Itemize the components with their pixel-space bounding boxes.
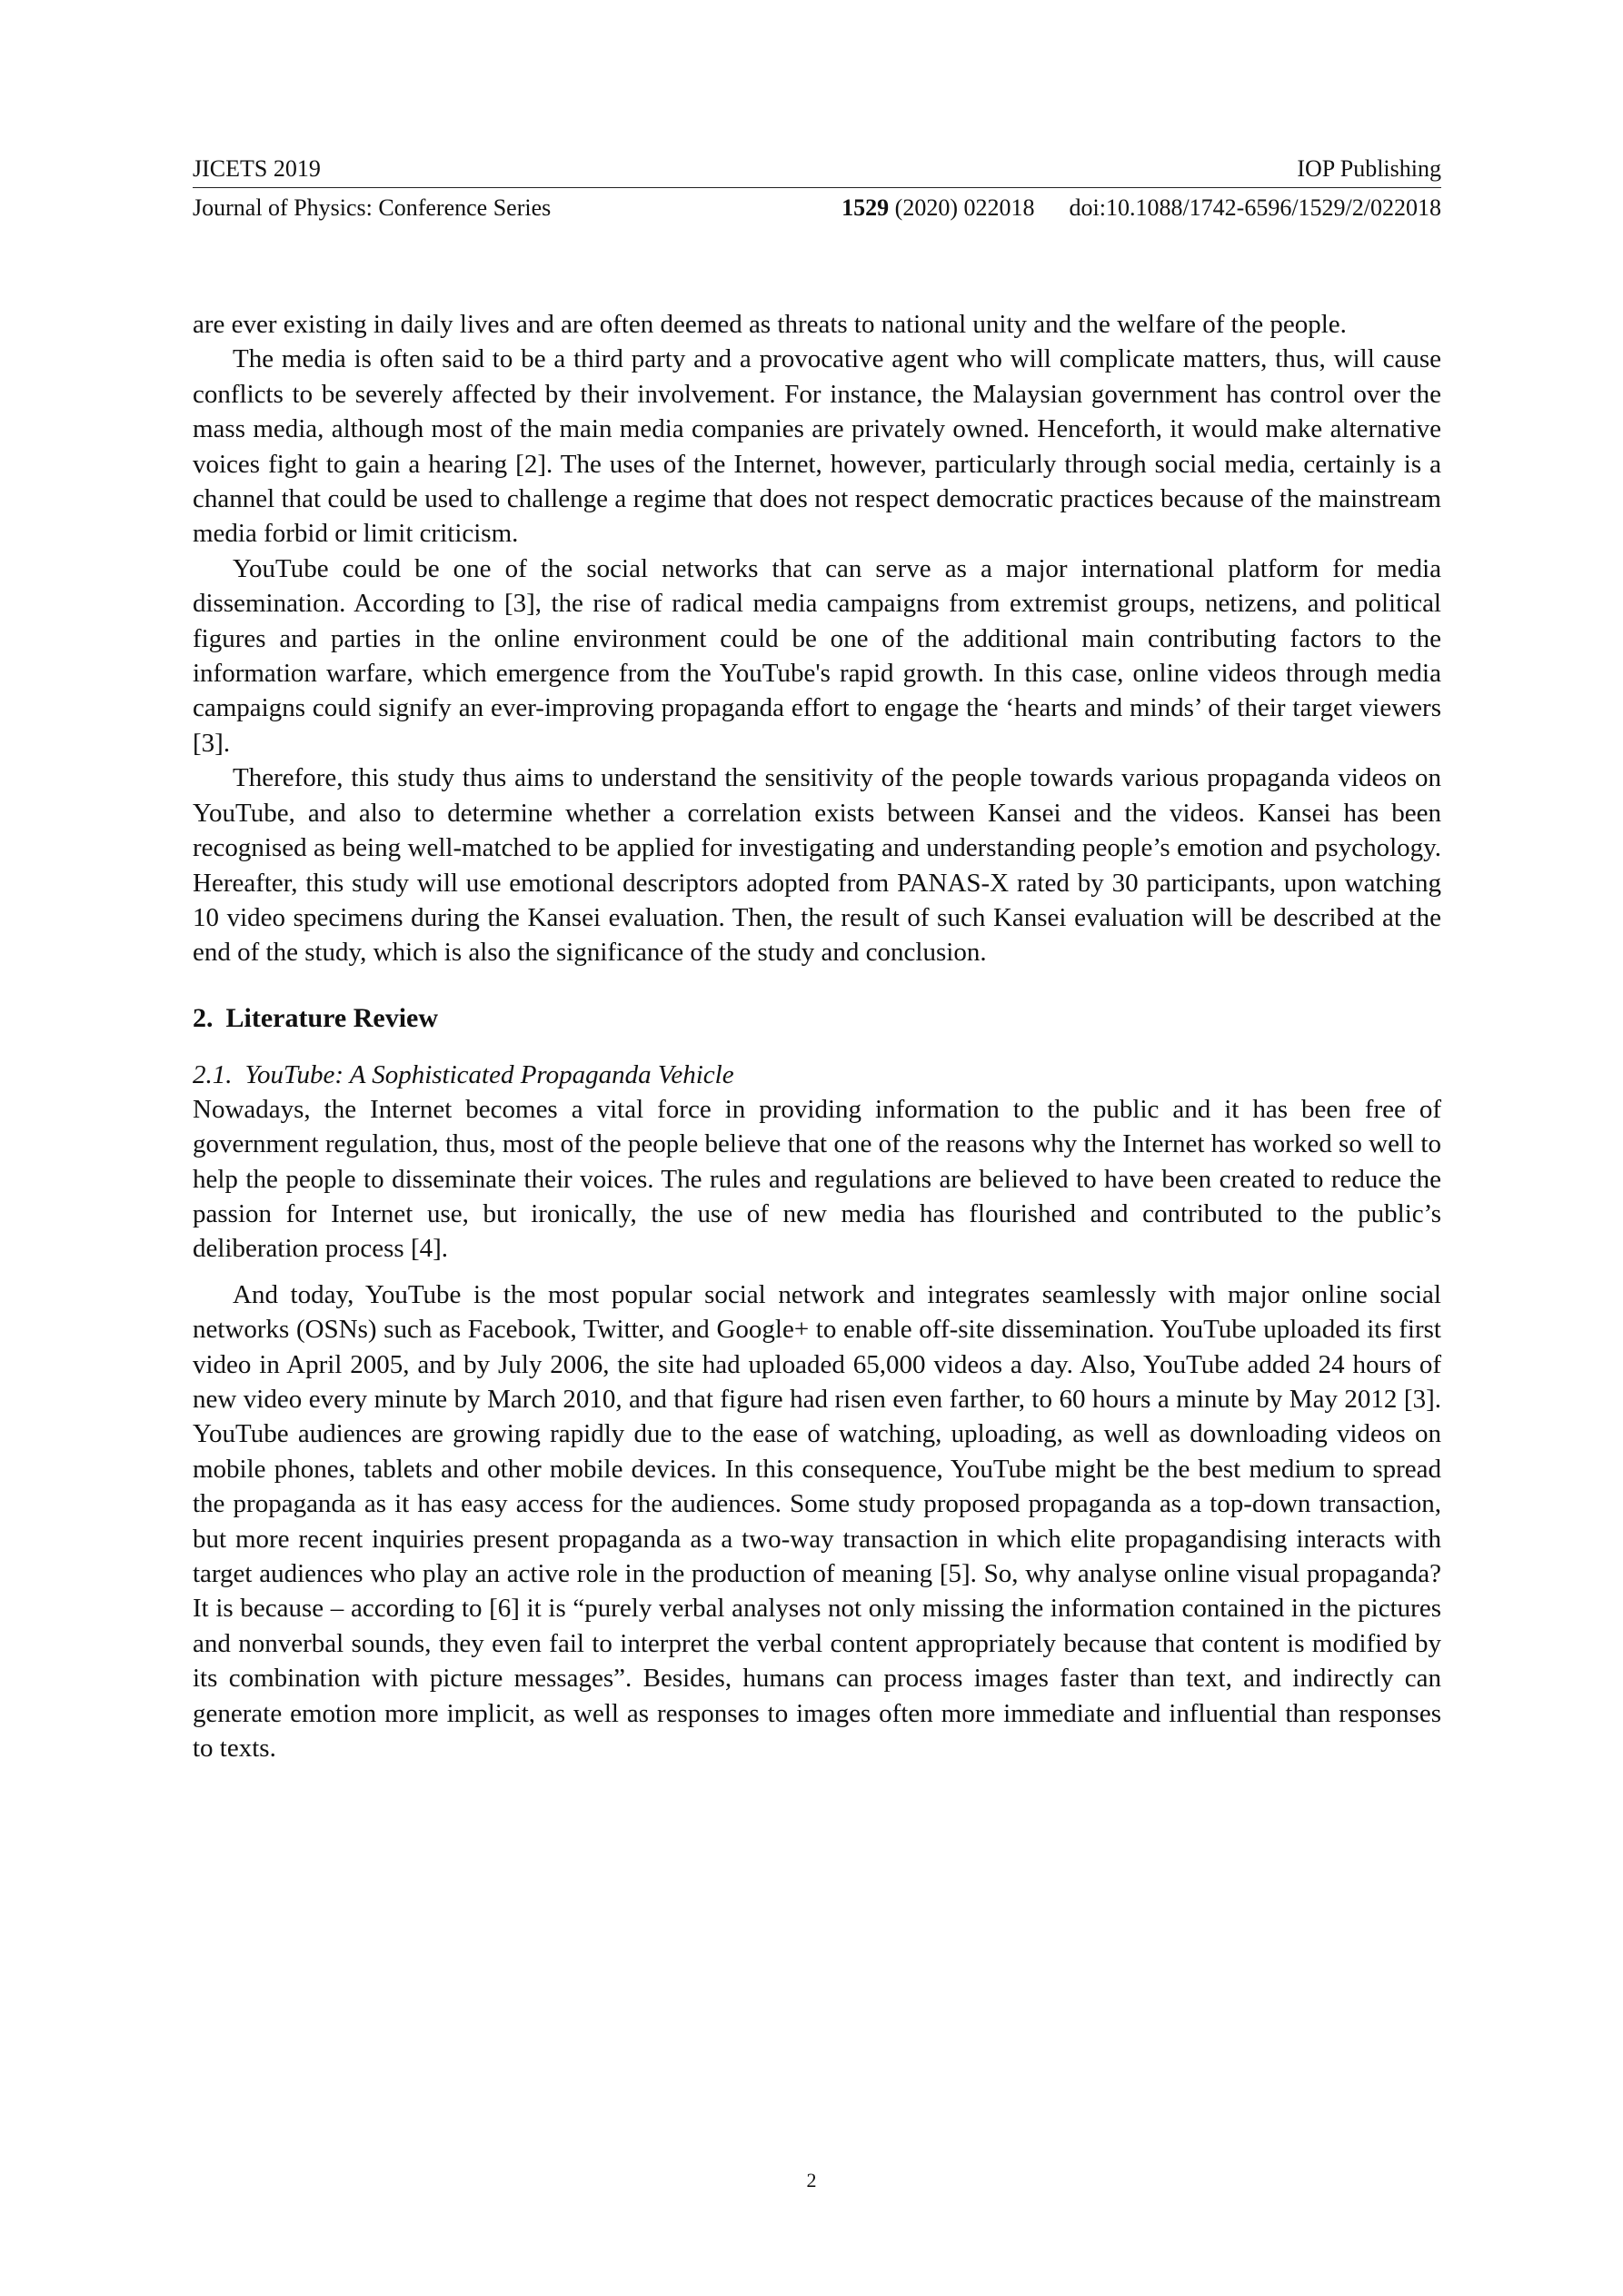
volume-issue [841, 194, 1034, 223]
article-body [193, 307, 1441, 1765]
section-title: Literature Review [225, 1002, 439, 1033]
body-paragraph-internet: Nowadays, the Internet becomes a vital force in providing information to the public and it has been free of government regulation, thus, most of the people believe that one of the reasons why the Internet has worked so well to help the people to disseminate their voices. The rules and regulations are believed to have been created to reduce the passion for Internet use, but ironically, the use of new media has flourished and contributed to the public’s deliberation process [4]. [193, 1094, 1441, 1264]
issue-info: (2020) 022018 [894, 194, 1035, 221]
header-bottom-row [193, 188, 1441, 223]
intro-paragraph-media: The media is often said to be a third party and a provocative agent who will complicate matters, thus, will cause conflicts to be severely affected by their involvement. For instance, the Malaysian government has control over the mass media, although most of the main media companies are privately owned. Henceforth, it would make alternative voices fight to gain a hearing [2]. The uses of the Internet, however, particularly through social media, certainly is a channel that could be used to challenge a regime that does not respect democratic practices because of the mainstream media forbid or limit criticism. [193, 344, 1441, 549]
citation-info [841, 194, 1441, 223]
subsection-title: YouTube: A Sophisticated Propaganda Vehicle [244, 1059, 734, 1089]
section-heading-literature-review [193, 1001, 1441, 1036]
header-top-row [193, 154, 1441, 188]
page-number: 2 [806, 2169, 817, 2192]
publisher-name: IOP Publishing [1297, 155, 1441, 182]
conference-name: JICETS 2019 [193, 155, 321, 182]
intro-paragraph-aims: Therefore, this study thus aims to understand the sensitivity of the people towards various propaganda videos on YouTube, and also to determine whether a correlation exists between Kansei and the videos. Kansei has been recognised as being well-matched to be applied for investigating and understanding people’s emotion and psychology. Hereafter, this study will use emotional descriptors adopted from PANAS-X rated by 30 participants, upon watching 10 video specimens during the Kansei evaluation. Then, the result of such Kansei evaluation will be described at the end of the study, which is also the significance of the study and conclusion. [193, 763, 1441, 968]
volume-number: 1529 [841, 194, 890, 221]
page-header [193, 154, 1441, 223]
body-paragraph-youtube-today: And today, YouTube is the most popular social network and integrates seamlessly with major online social networks (OSNs) such as Facebook, Twitter, and Google+ to enable off-site dissemination. YouTube uploaded its first video in April 2005, and by July 2006, the site had uploaded 65,000 videos a day. Also, YouTube added 24 hours of new video every minute by March 2010, and that figure had risen even farther, to 60 hours a minute by May 2012 [3]. YouTube audiences are growing rapidly due to the ease of watching, uploading, as well as downloading videos on mobile phones, tablets and other mobile devices. In this consequence, YouTube might be the best medium to spread the propaganda as it has easy access for the audiences. Some study proposed propaganda as a top-down transaction, but more recent inquiries present propaganda as a two-way transaction in which elite propagandising interacts with target audiences who play an active role in the production of meaning [5]. So, why analyse online visual propaganda? It is because – according to [6] it is “purely verbal analyses not only missing the information contained in the pictures and nonverbal sounds, they even fail to interpret the verbal content appropriately because that content is modified by its combination with picture messages”. Besides, humans can process images faster than text, and indirectly can generate emotion more implicit, as well as responses to images often more immediate and influential than responses to texts. [193, 1279, 1441, 1764]
journal-name: Journal of Physics: Conference Series [193, 194, 552, 221]
doi-link[interactable]: doi:10.1088/1742-6596/1529/2/022018 [1069, 194, 1441, 221]
intro-paragraph-youtube: YouTube could be one of the social networks that can serve as a major international platform for media dissemination. According to [3], the rise of radical media campaigns from extremist groups, netizens, and political figures and parties in the online environment could be one of the additional main contributing factors to the information warfare, which emergence from the YouTube's rapid growth. In this case, online videos through media campaigns could signify an ever-improving propaganda effort to engage the ‘hearts and minds’ of their target viewers [3]. [193, 553, 1441, 758]
section-number: 2. [193, 1002, 214, 1033]
subsection-heading [193, 1058, 1441, 1092]
intro-paragraph-continued: are ever existing in daily lives and are often deemed as threats to national unity and the welfare of the people. [193, 310, 1347, 339]
subsection-number: 2.1. [193, 1059, 233, 1089]
